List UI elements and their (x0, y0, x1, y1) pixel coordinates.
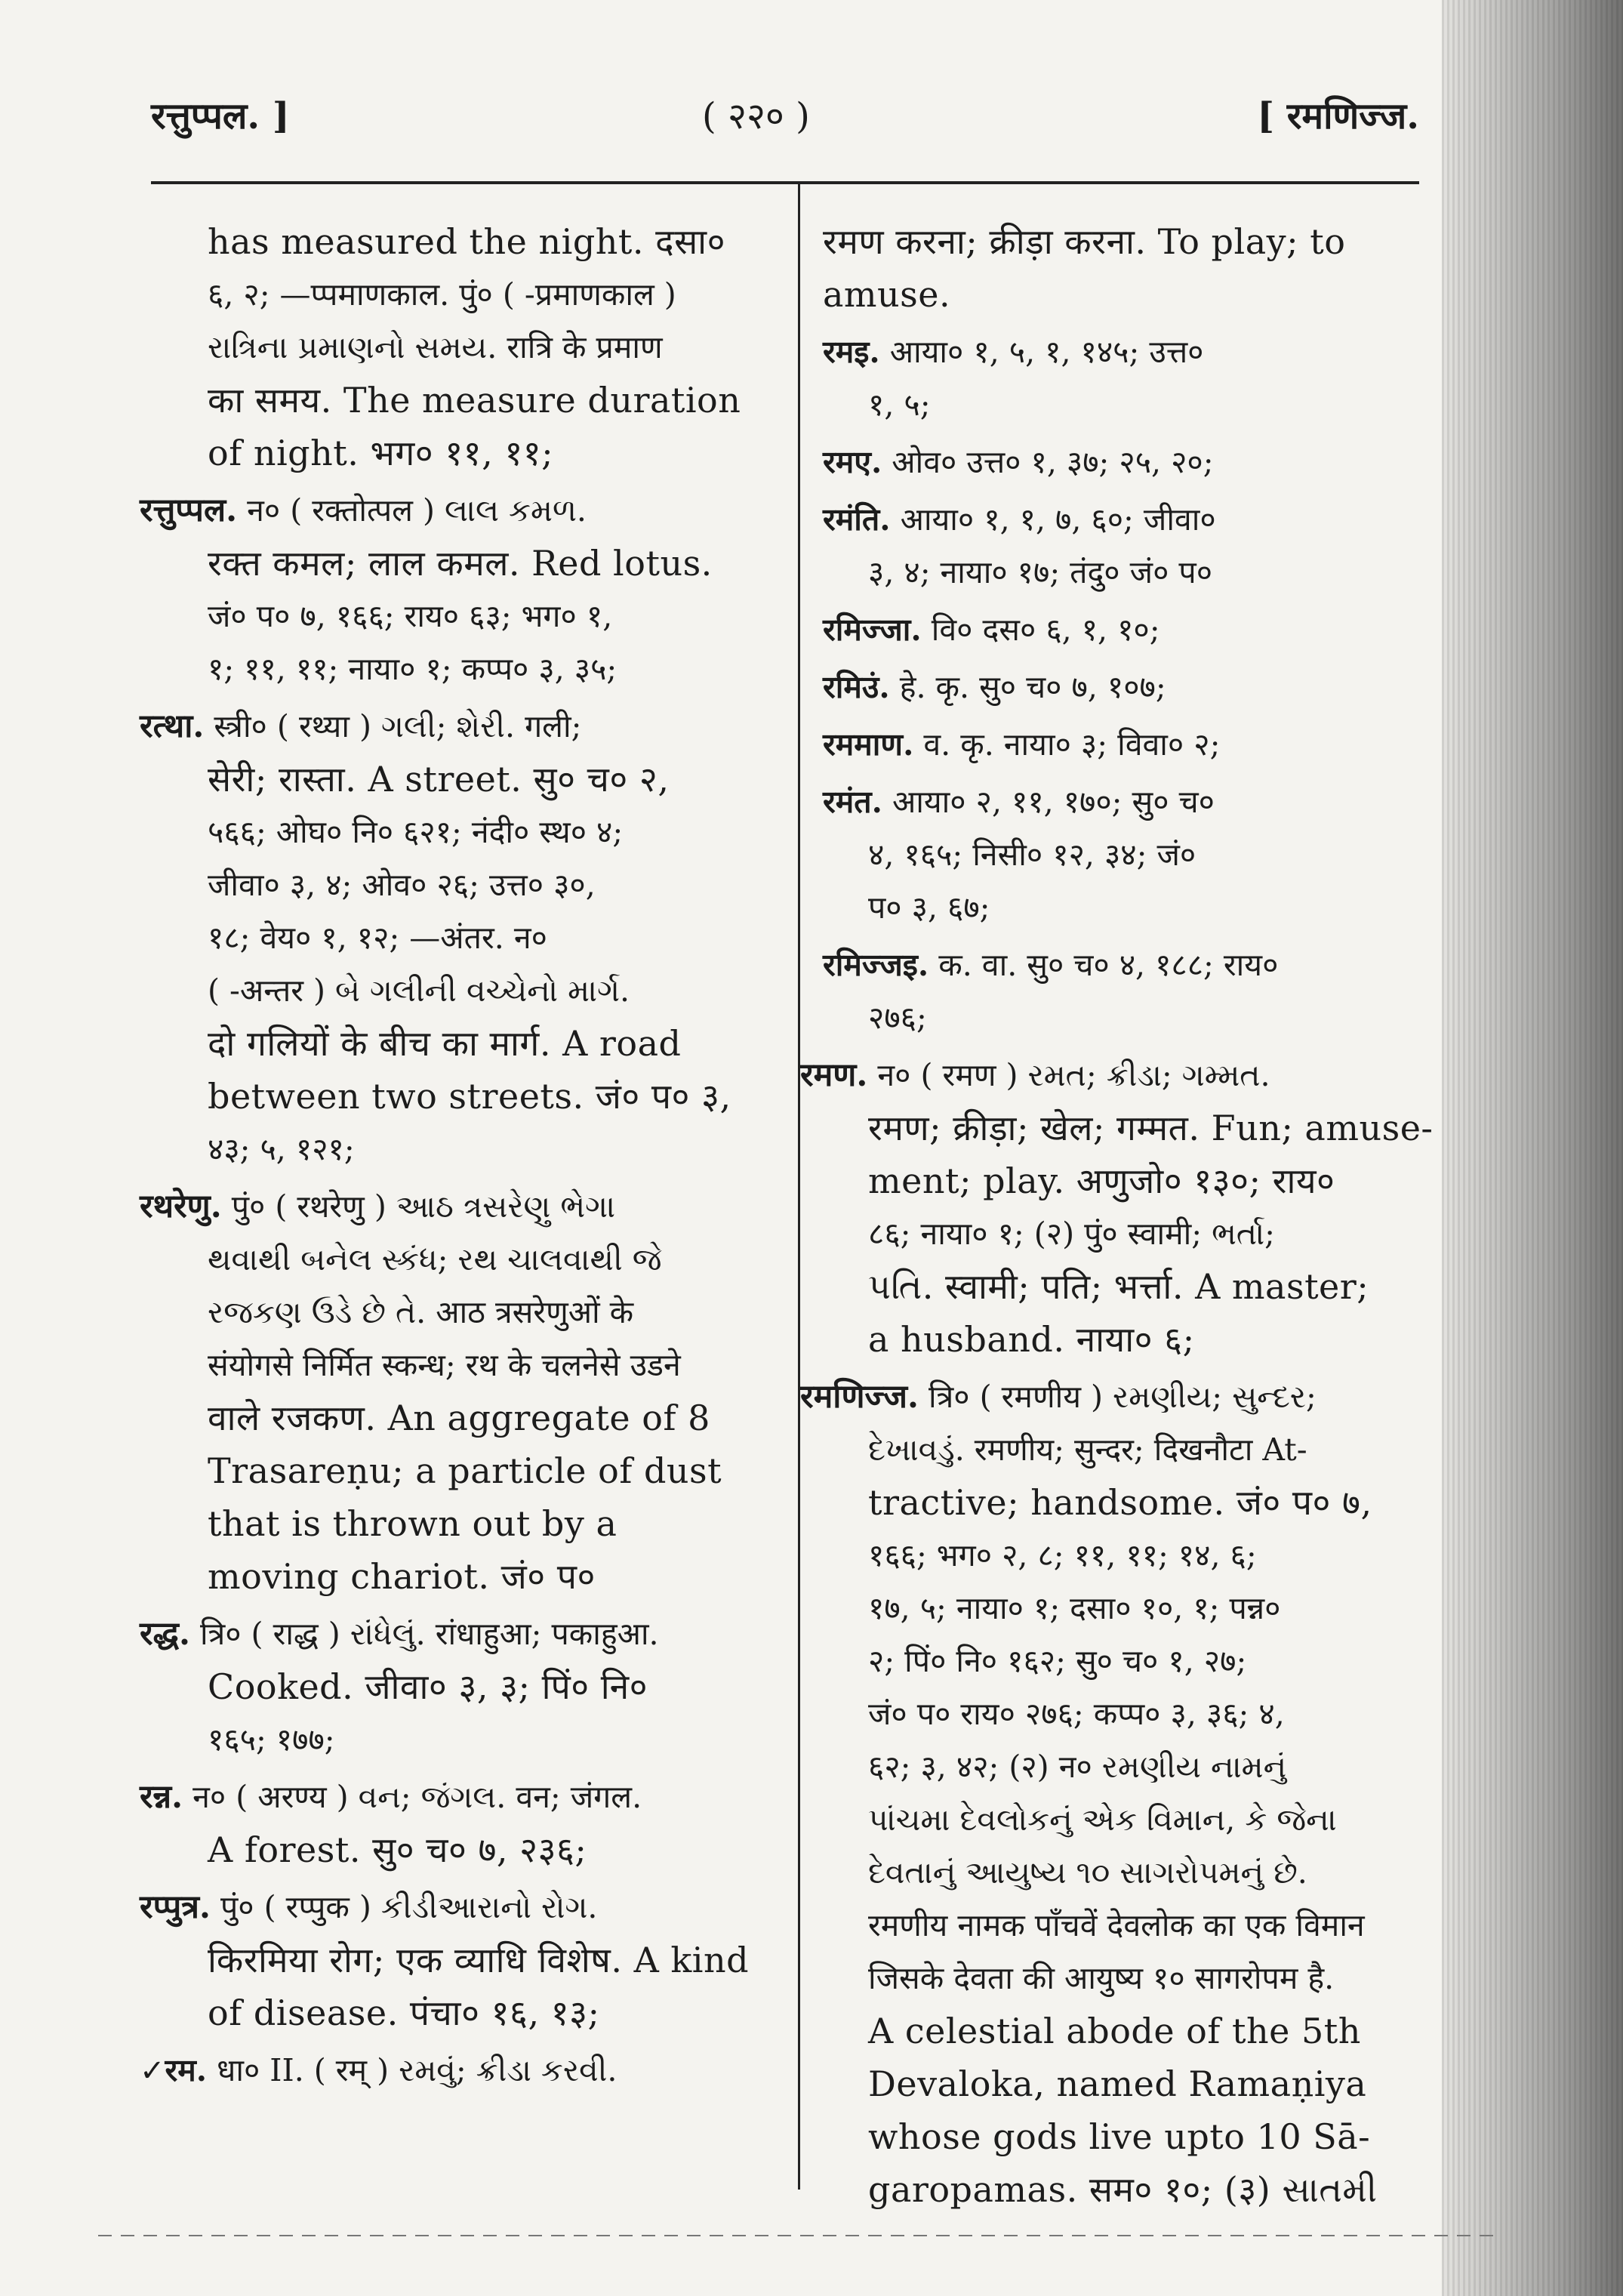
subentry-ramium (823, 661, 1449, 713)
text-line: Cooked. जीवा० ३, ३; पिं० नि० (208, 1666, 648, 1707)
text-line: ओव० उत्त० १, ३७; २५, २०; (882, 444, 1214, 480)
text-line: क. वा. सु० च० ४, १८८; राय० (929, 947, 1279, 983)
text-line: प० ३, ६७; (868, 889, 990, 926)
text-line: રજકણ ઉડે છે તે. आठ त्रसरेणुओं के (208, 1294, 634, 1330)
text-line: २; पिं० नि० १६२; सु० च० १, २७; (868, 1643, 1247, 1679)
entry-ramana (800, 1049, 1449, 1366)
headword: रमिज्जइ. (823, 947, 929, 983)
text-line: का समय. The measure duration (208, 380, 741, 421)
subentry-ramanta (823, 775, 1449, 934)
text-line: व. कृ. नाया० ३; विवा० २; (913, 726, 1221, 763)
text-line: त्रि० ( रमणीय ) રમણીય; સુન્દર; (919, 1379, 1317, 1415)
column-divider (798, 181, 800, 2190)
subentry-ramae (823, 436, 1449, 488)
text-line: ३, ४; नाया० १७; तंदु० जं० प० (868, 554, 1213, 590)
text-line: of disease. पंचा० १६, १३; (208, 1992, 600, 2033)
headword: रद्ध. (140, 1615, 190, 1653)
headword: रमंत. (823, 784, 882, 820)
header-left-catchword: रत्तुप्पल. ] (151, 95, 290, 137)
text-line: થવાથી બનેલ સ્કંધ; રથ ચાલવાથી જે (208, 1241, 662, 1277)
text-line: २७६; (868, 1000, 927, 1036)
text-line: रमणीय नामक पाँचवें देवलोक का एक विमान (868, 1907, 1365, 1943)
text-line: जं० प० राय० २७६; कप्प० ३, ३६; ४, (868, 1696, 1285, 1732)
entry-rattuppala (140, 484, 789, 695)
text-line: a husband. नाया० ६; (868, 1319, 1195, 1360)
text-line: ६२; ३, ४२; (२) न० રમણીય નામનું (868, 1749, 1287, 1785)
text-line: न० ( अरण्य ) વન; જંગલ. वन; जंगल. (183, 1779, 642, 1815)
text-line: १७, ५; नाया० १; दसा० १०, १; पन्न० (868, 1590, 1281, 1626)
headword: रन्न. (140, 1778, 183, 1816)
text-line: Trasareṇu; a particle of dust (208, 1450, 722, 1491)
check-mark-icon: ✓ (140, 2054, 165, 2088)
text-line: धा० II. ( रम् ) રમવું; ક્રીડા કરવી. (207, 2052, 617, 2088)
text-line: वाले रजकण. An aggregate of 8 (208, 1398, 710, 1438)
text-line: पुं० ( रप्पुक ) કીડીઆરાનો રોગ. (210, 1889, 598, 1925)
headword: रमिउं. (823, 669, 890, 705)
text-line: आया० १, ५, १, १४५; उत्त० (879, 334, 1204, 370)
subentry-ramai (823, 325, 1449, 431)
text-line: सेरी; रास्ता. A street. सु० च० २, (208, 759, 670, 800)
subentry-ramijja (823, 603, 1449, 656)
text-line: रक्त कमल; लाल कमल. Red lotus. (208, 543, 713, 584)
text-line: garopamas. सम० १०; (३) સાતમી (868, 2169, 1378, 2210)
text-line: moving chariot. जं० प० (208, 1556, 596, 1597)
text-line: ५६६; ओघ० नि० ६२१; नंदी० स्थ० ४; (208, 814, 624, 850)
text-line: जीवा० ३, ४; ओव० २६; उत्त० ३०, (208, 867, 596, 903)
text-line: स्त्री० ( रथ्या ) ગલી; શેરી. गली; (204, 708, 582, 744)
text-line: वि० दस० ६, १, १०; (921, 612, 1160, 648)
text-line: आया० २, ११, १७०; सु० च० (882, 784, 1215, 820)
headword: रत्तुप्पल. (140, 492, 238, 529)
text-line: जिसके देवता की आयुष्य १० सागरोपम है. (868, 1960, 1335, 1996)
text-line: जं० प० ७, १६६; राय० ६३; भग० १, (208, 598, 613, 634)
text-line: रमण; क्रीड़ा; खेल; गम्मत. Fun; amuse- (868, 1108, 1434, 1148)
text-line: रमण करना; क्रीड़ा करना. To play; to (823, 221, 1346, 262)
text-line: दो गलियों के बीच का मार्ग. A road (208, 1023, 682, 1064)
text-line: ( -अन्तर ) બે ગલીની વચ્ચેનો માર્ગ. (208, 972, 630, 1009)
headword: रमंति. (823, 501, 891, 538)
text-line: १६५; १७७; (208, 1721, 335, 1758)
headword: रत्था. (140, 707, 205, 745)
headword: रमण. (800, 1056, 868, 1094)
headword: रप्पुत्र. (140, 1888, 211, 1926)
text-line: संयोगसे निर्मित स्कन्ध; रथ के चलनेसे उडने (208, 1347, 681, 1383)
text-line: ८६; नाया० १; (२) पुं० स्वामी; ભર્તા; (868, 1216, 1275, 1252)
entry-raddha (140, 1607, 789, 1766)
page-edge-shadow (1442, 0, 1623, 2296)
entry-continuation (162, 215, 789, 479)
text-line: १८; वेय० १, १२; —अंतर. न० (208, 920, 547, 956)
text-line: પાંચમા દેવલોકનું એક વિમાન, કે જેના (868, 1801, 1337, 1838)
text-line: हे. कृ. सु० च० ७, १०७; (889, 669, 1166, 705)
entry-rappua (140, 1881, 789, 2039)
text-line: પતિ. स्वामी; पति; भर्त्ता. A master; (868, 1266, 1369, 1307)
text-line: ६, २; —प्पमाणकाल. पुं० ( -प्रमाणकाल ) (208, 276, 676, 313)
text-line: न० ( रमण ) રમત; ક્રીડા; ગમ્મત. (867, 1057, 1270, 1093)
text-line: amuse. (823, 274, 951, 315)
text-line: દેવતાનું આયુષ્ય ૧૦ સાગરોપમનું છે. (868, 1854, 1307, 1891)
text-line: त्रि० ( राद्ध ) રાંધેલું. रांधाहुआ; पकाहुआ. (189, 1616, 659, 1652)
subentry-ramijjai (823, 938, 1449, 1044)
entry-ranna (140, 1771, 789, 1876)
entry-ratthaa (140, 700, 789, 1176)
text-line: whose gods live upto 10 Sā- (868, 2116, 1371, 2157)
text-line: રાત્રિના પ્રમાણનો સમય. रात्रि के प्रमाण (208, 329, 663, 365)
text-line: A celestial abode of the 5th (868, 2011, 1361, 2051)
text-line: १; ११, ११; नाया० १; कप्प० ३, ३५; (208, 651, 617, 687)
text-line: of night. भग० ११, ११; (208, 433, 554, 473)
right-column (800, 215, 1449, 2220)
headword: रमइ. (823, 334, 880, 370)
text-line: ४, १६५; निसी० १२, ३४; जं० (868, 837, 1196, 873)
entry-ramanijja (800, 1370, 1449, 2216)
headword: रमए. (823, 444, 882, 480)
page-number: ( २२० ) (702, 95, 810, 137)
running-header (151, 83, 1419, 151)
text-line: ment; play. अणुजो० १३०; राय० (868, 1160, 1335, 1201)
headword: रममाण. (823, 726, 914, 763)
headword: रथरेणु. (140, 1188, 222, 1225)
text-line: દેખાવડું. रमणीय; सुन्दर; दिखनौटा At- (868, 1432, 1307, 1468)
subentry-ramamana (823, 718, 1449, 771)
left-column (140, 215, 789, 2102)
subentry-ramanti (823, 493, 1449, 599)
text-line: आया० १, १, ७, ६०; जीवा० (890, 501, 1216, 538)
text-line: tractive; handsome. जं० प० ७, (868, 1482, 1372, 1523)
text-line: १६६; भग० २, ८; ११, ११; १४, ६; (868, 1537, 1257, 1573)
text-line: किरमिया रोग; एक व्याधि विशेष. A kind (208, 1940, 750, 1980)
text-line: न० ( रक्तोत्पल ) લાલ કમળ. (237, 492, 587, 529)
header-right-catchword: [ रमणिज्ज. (1257, 95, 1419, 137)
entry-ratharenu (140, 1180, 789, 1603)
entry-rama (140, 2044, 789, 2097)
text-line: पुं० ( रथरेणु ) આઠ ત્રસરેણુ ભેગા (221, 1188, 616, 1225)
text-line: A forest. सु० च० ७, २३६; (208, 1829, 587, 1870)
headword: रम. (165, 2052, 208, 2088)
text-line: ४३; ५, १२१; (208, 1131, 355, 1167)
text-line: between two streets. जं० प० ३, (208, 1076, 731, 1117)
text-line: that is thrown out by a (208, 1503, 617, 1544)
bottom-edge-rule (98, 2235, 1495, 2236)
text-line: Devaloka, named Ramaṇiya (868, 2063, 1367, 2104)
headword: रमिज्जा. (823, 612, 922, 648)
header-rule (151, 181, 1419, 184)
entry-rama-continuation (823, 215, 1449, 321)
text-line: १, ५; (868, 387, 931, 423)
headword: रमणिज्ज. (800, 1378, 919, 1416)
text-line: has measured the night. दसा० (208, 221, 726, 262)
